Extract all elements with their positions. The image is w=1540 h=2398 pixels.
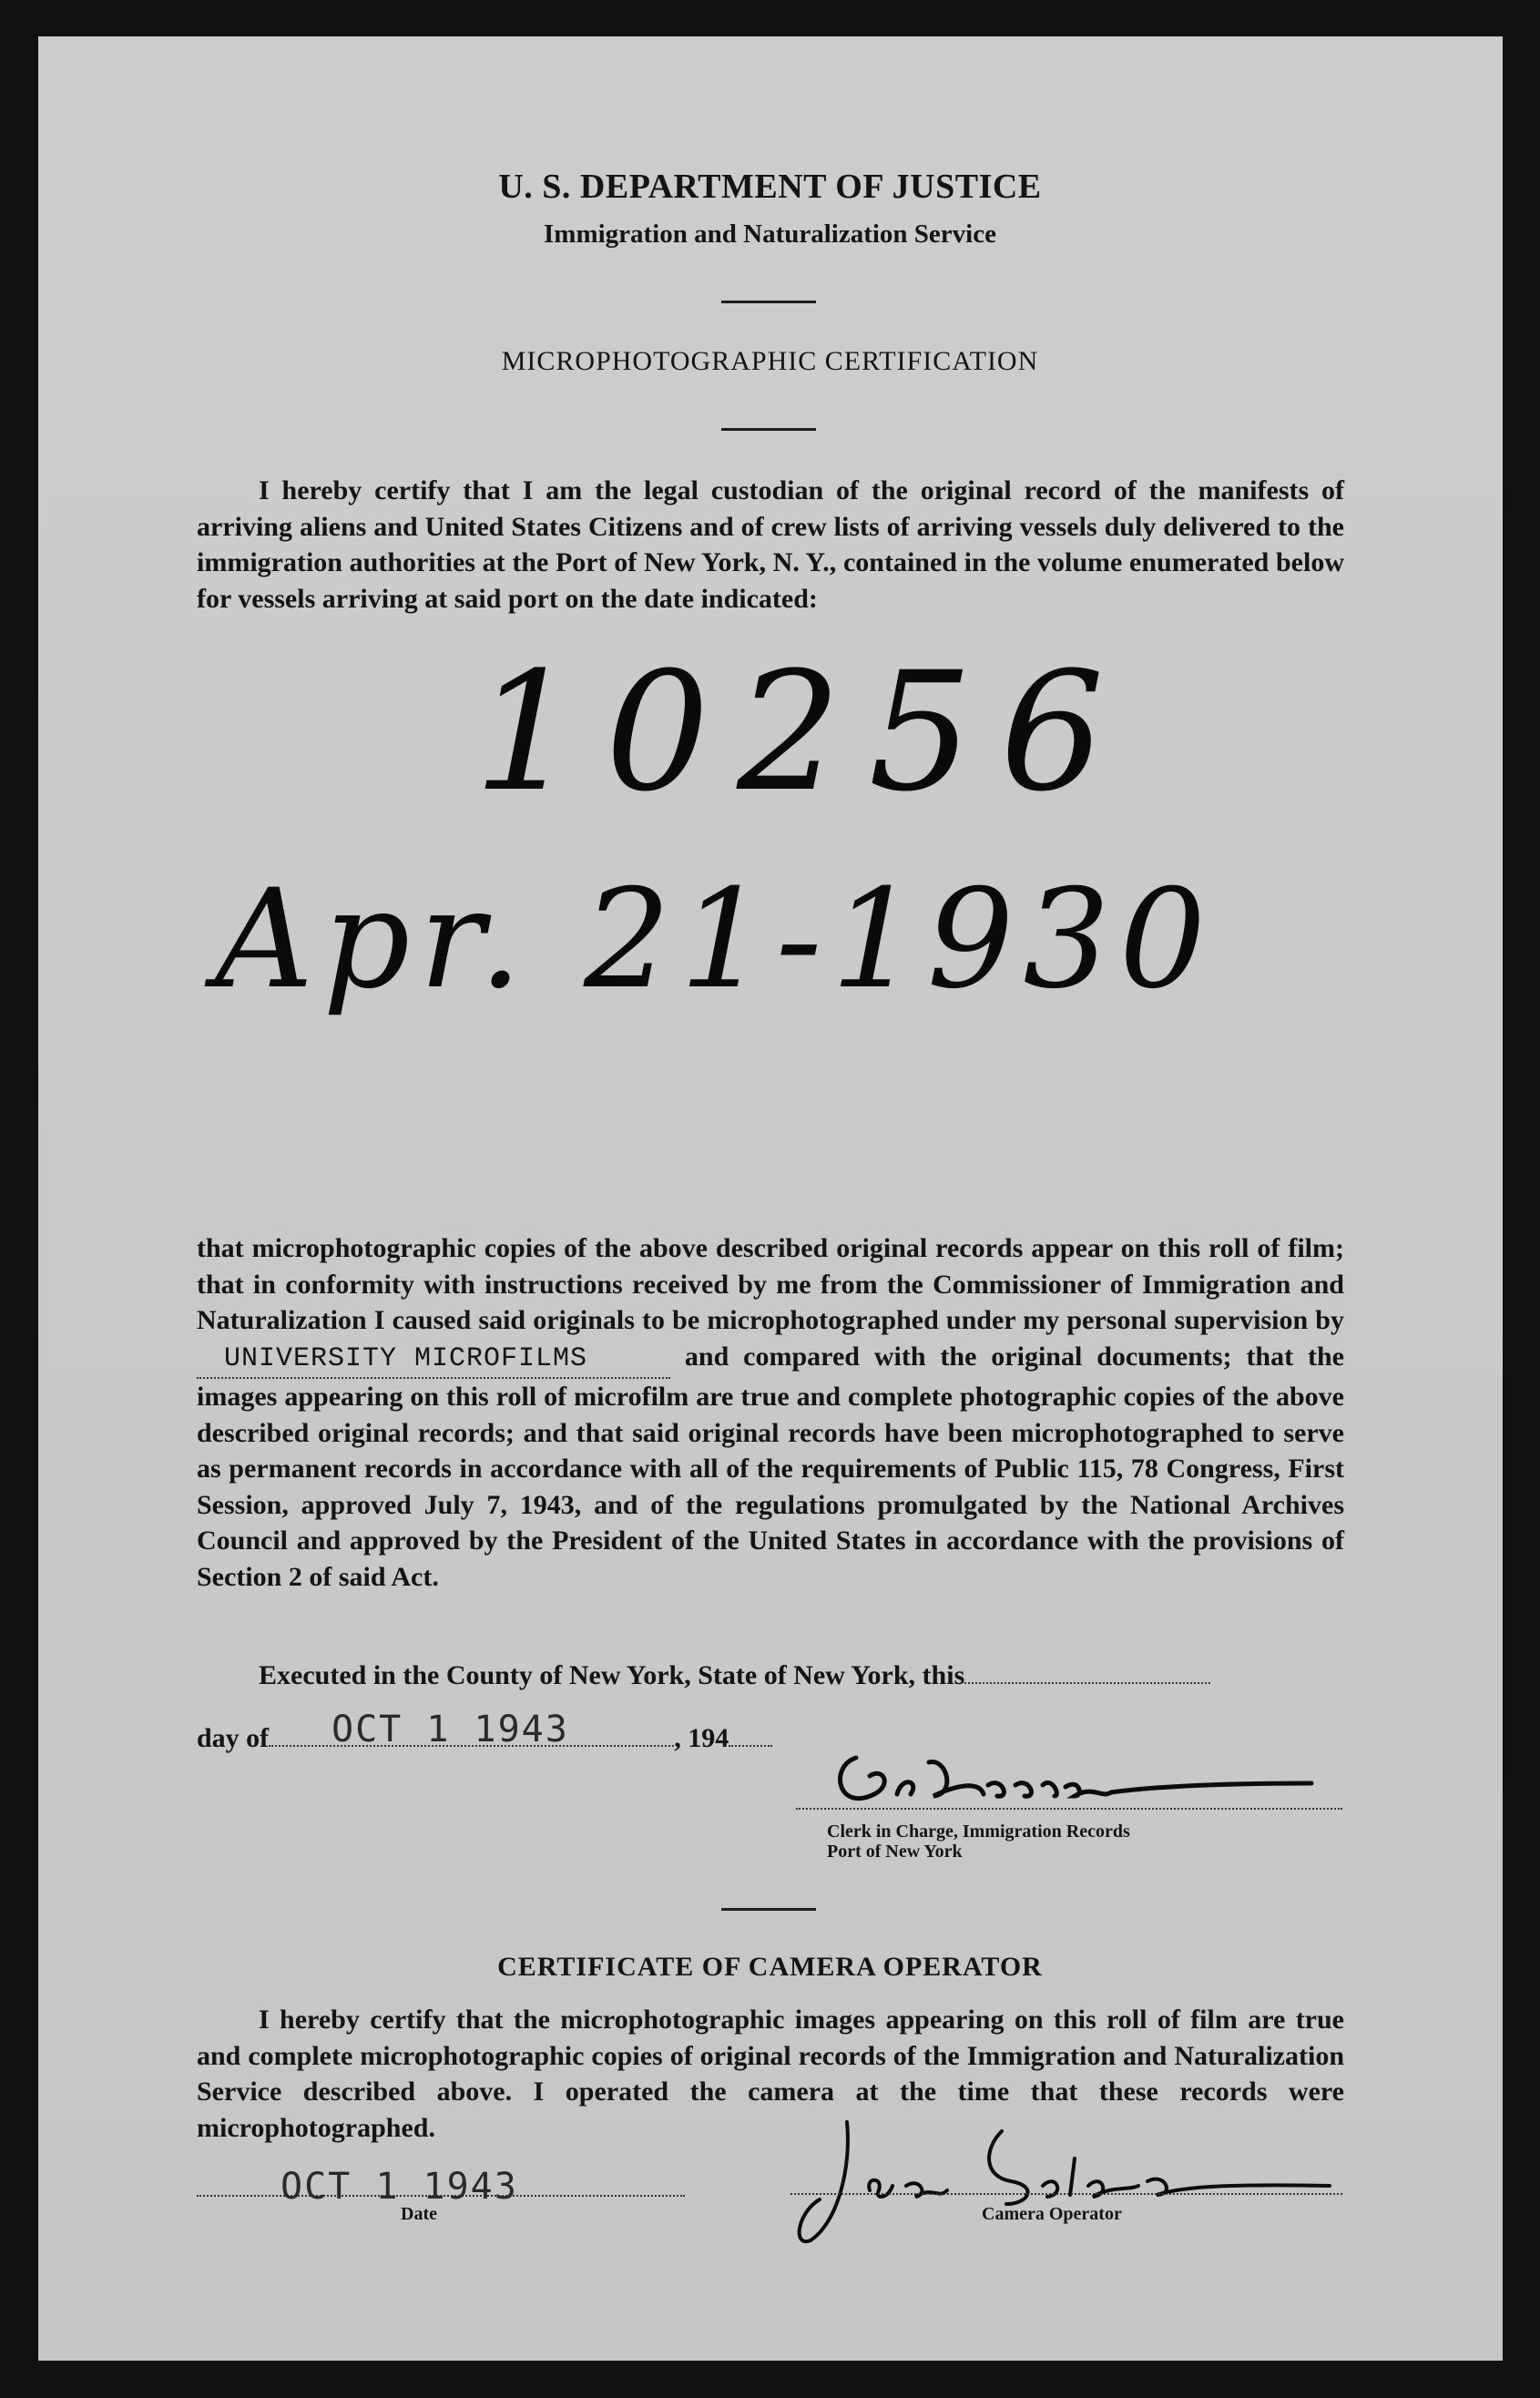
supervisor-field bbox=[197, 1339, 670, 1380]
clerk-title-line1: Clerk in Charge, Immigration Records bbox=[827, 1821, 1130, 1842]
operator-signature-line bbox=[790, 2193, 1342, 2195]
body-text-after: and compared with the original documents; that the images appearing on this roll of microfilm are true and complete photographic copies of the above described original records; and that said original records have been microphotographed to serve as permanent records in accordance with all of the requirements of Public 115, 78 Congress, First Session, approved July 7, 1943, and of the regulations promulgated by the National Archives Council and approved by the President of the United States in accordance with the provisions of Section 2 of said Act. bbox=[197, 1341, 1344, 1592]
year-dots bbox=[729, 1745, 772, 1747]
date-label: Date bbox=[401, 2204, 437, 2224]
agency-heading: U. S. DEPARTMENT OF JUSTICE bbox=[498, 168, 1042, 206]
camera-certificate-title: CERTIFICATE OF CAMERA OPERATOR bbox=[497, 1952, 1043, 1982]
camera-paragraph: I hereby certify that the microphotographic images appearing on this roll of film are true and complete microphotographic copies of original records of the Immigration and Naturalization Service described above. I operated the camera at the time that these records were microphotographed. bbox=[197, 2005, 1344, 2143]
executed-line bbox=[259, 1660, 1210, 1691]
handwritten-arrival-date: Apr. 21-1930 bbox=[215, 861, 1216, 1019]
camera-date-stamp: OCT 1 1943 bbox=[280, 2166, 518, 2208]
certification-body bbox=[197, 1230, 1344, 1595]
clerk-signature-line bbox=[796, 1808, 1342, 1810]
typed-supervisor-name: UNIVERSITY MICROFILMS bbox=[224, 1342, 588, 1374]
certification-title: MICROPHOTOGRAPHIC CERTIFICATION bbox=[501, 346, 1039, 376]
clerk-title-line2: Port of New York bbox=[827, 1842, 963, 1862]
date-stamp: OCT 1 1943 bbox=[331, 1709, 569, 1750]
executed-dots bbox=[964, 1682, 1210, 1684]
service-subheading: Immigration and Naturalization Service bbox=[544, 219, 996, 249]
year-prefix: , 194 bbox=[674, 1723, 729, 1753]
divider bbox=[721, 428, 816, 431]
executed-text: Executed in the County of New York, State of New York, this bbox=[259, 1660, 965, 1690]
clerk-title bbox=[827, 1821, 1130, 1862]
divider bbox=[721, 301, 816, 303]
camera-operator-label: Camera Operator bbox=[982, 2204, 1122, 2224]
divider bbox=[721, 1908, 816, 1911]
intro-paragraph: I hereby certify that I am the legal custodian of the original record of the manifests of arriving aliens and United States Citizens and of crew lists of arriving vessels duly delivered to the immigration authorities at the Port of New York, N. Y., contained in the volume enumerated below for vessels arriving at said port on the date indicated: bbox=[197, 475, 1344, 614]
handwritten-volume-number: 10256 bbox=[474, 638, 1132, 828]
body-text-before: that microphotographic copies of the above described original records appear on this roll of film; that in conformity with instructions received by me from the Commissioner of Immigration and Naturalization I caused said originals to be microphotographed under my personal supervision by bbox=[197, 1233, 1344, 1335]
day-of-label: day of bbox=[197, 1723, 270, 1753]
operator-signature-image bbox=[783, 2113, 1348, 2250]
